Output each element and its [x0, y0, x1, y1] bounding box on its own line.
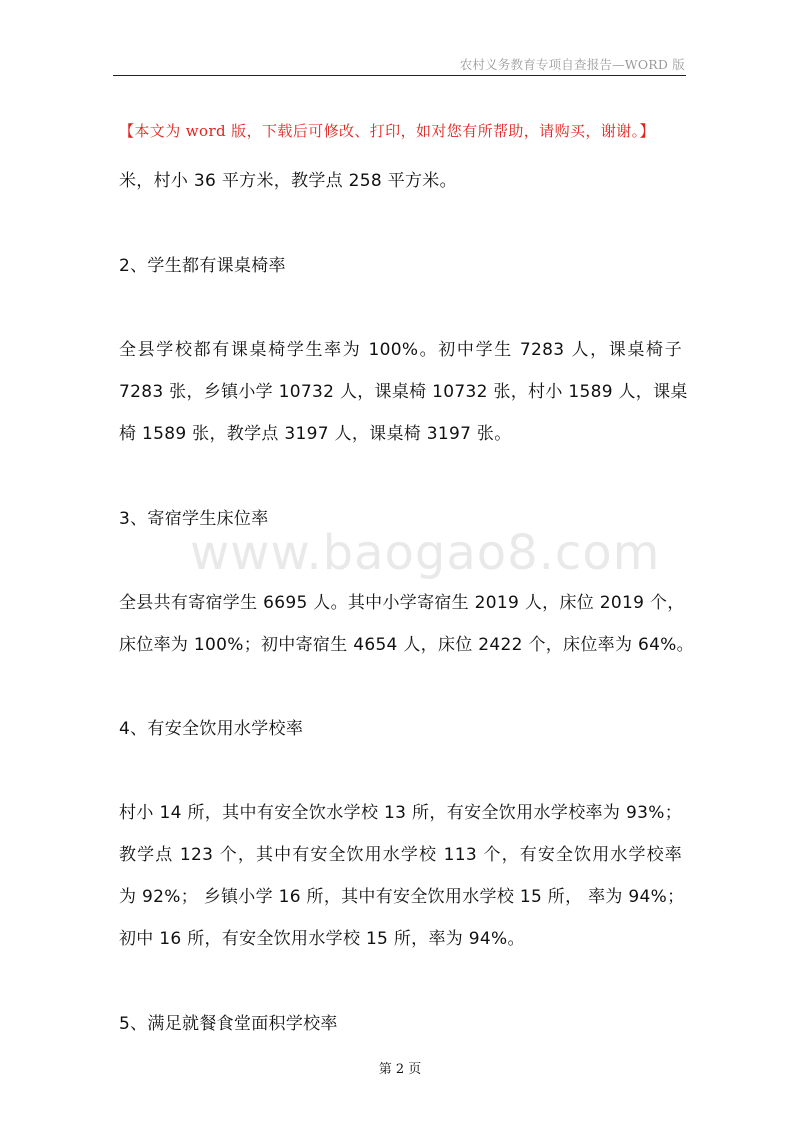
paragraph-water-line-3: 为 92%； 乡镇小学 16 所，其中有安全饮用水学校 15 所， 率为 94%；	[119, 887, 685, 907]
page-header-title: 农村义务教育专项自查报告—WORD 版	[459, 57, 685, 72]
paragraph-water-line-2: 教学点 123 个，其中有安全饮用水学校 113 个，有安全饮用水学校率	[119, 845, 682, 865]
purchase-notice: 【本文为 word 版，下载后可修改、打印，如对您有所帮助，请购买，谢谢。】	[119, 122, 655, 140]
paragraph-desks-line-3: 椅 1589 张，教学点 3197 人，课桌椅 3197 张。	[119, 424, 512, 444]
paragraph-beds-line-1: 全县共有寄宿学生 6695 人。其中小学寄宿生 2019 人，床位 2019 个，	[119, 593, 685, 613]
header-divider	[113, 75, 686, 76]
paragraph-water-line-1: 村小 14 所，其中有安全饮水学校 13 所，有安全饮用水学校率为 93%；	[119, 803, 682, 823]
watermark: www.baogao8.com	[190, 525, 661, 581]
page-number: 第 2 页	[378, 1062, 422, 1077]
paragraph-water-line-4: 初中 16 所，有安全饮用水学校 15 所，率为 94%。	[119, 929, 525, 949]
paragraph-desks-line-2: 7283 张，乡镇小学 10732 人，课桌椅 10732 张，村小 1589 人，课桌	[119, 382, 688, 402]
heading-canteen-area: 5、满足就餐食堂面积学校率	[119, 1014, 338, 1034]
paragraph-beds-line-2: 床位率为 100%；初中寄宿生 4654 人，床位 2422 个，床位率为 64%。	[119, 635, 694, 655]
paragraph-desks-line-1: 全县学校都有课桌椅学生率为 100%。初中学生 7283 人，课桌椅子	[119, 340, 682, 360]
heading-desks-chairs: 2、学生都有课桌椅率	[119, 256, 286, 276]
heading-safe-water: 4、有安全饮用水学校率	[119, 719, 304, 739]
paragraph-line-1: 米，村小 36 平方米，教学点 258 平方米。	[119, 171, 457, 191]
heading-boarding-beds: 3、寄宿学生床位率	[119, 509, 269, 529]
